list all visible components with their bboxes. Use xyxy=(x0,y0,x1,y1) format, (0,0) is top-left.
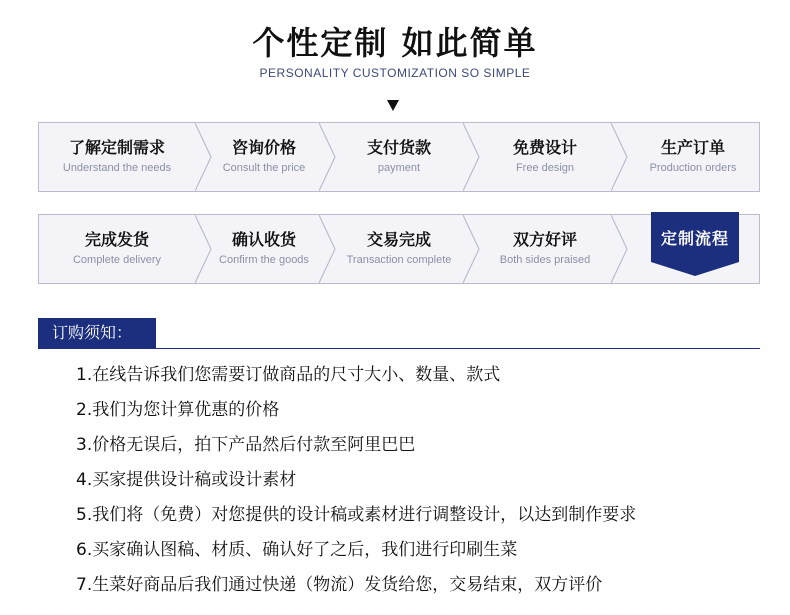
step-production-orders xyxy=(627,123,759,191)
step-transaction-complete xyxy=(335,215,463,283)
divider xyxy=(38,348,760,349)
step-understand-needs xyxy=(39,123,195,191)
list-item: 3.价格无误后，拍下产品然后付款至阿里巴巴 xyxy=(76,435,416,455)
step-subtitle: Understand the needs xyxy=(62,162,172,174)
step-subtitle: payment xyxy=(377,162,421,174)
page-title: 个性定制 如此简单 xyxy=(252,24,538,62)
step-complete-delivery xyxy=(39,215,195,283)
step-both-sides-praised xyxy=(479,215,611,283)
step-title: 完成发货 xyxy=(84,230,149,249)
list-item: 1.在线告诉我们您需要订做商品的尺寸大小、数量、款式 xyxy=(76,365,501,385)
step-title: 交易完成 xyxy=(366,230,431,249)
step-title: 支付货款 xyxy=(366,138,431,157)
step-subtitle: Free design xyxy=(515,162,575,174)
step-free-design xyxy=(479,123,611,191)
step-subtitle: Both sides praised xyxy=(499,254,591,266)
step-subtitle: Confirm the goods xyxy=(219,254,309,266)
step-subtitle: Production orders xyxy=(649,162,737,174)
list-item: 5.我们将（免费）对您提供的设计稿或素材进行调整设计，以达到制作要求 xyxy=(76,505,637,525)
step-subtitle: Transaction complete xyxy=(346,254,452,266)
list-item: 2.我们为您计算优惠的价格 xyxy=(76,400,280,420)
step-consult-price xyxy=(209,123,319,191)
order-notes-list xyxy=(76,362,636,607)
list-item: 6.买家确认图稿、材质、确认好了之后，我们进行印刷生菜 xyxy=(76,540,518,560)
list-item: 7.生菜好商品后我们通过快递（物流）发货给您，交易结束，双方评价 xyxy=(76,575,603,595)
step-title: 双方好评 xyxy=(512,230,577,249)
chevron-right-icon xyxy=(611,215,629,283)
step-title: 了解定制需求 xyxy=(68,138,165,157)
process-flow-badge xyxy=(651,212,739,276)
list-item: 4.买家提供设计稿或设计素材 xyxy=(76,470,297,490)
step-title: 确认收货 xyxy=(231,230,296,249)
step-title: 咨询价格 xyxy=(231,138,296,157)
arrow-down-icon xyxy=(387,100,399,111)
process-row-1 xyxy=(38,122,760,192)
step-title: 生产订单 xyxy=(660,138,725,157)
step-subtitle: Complete delivery xyxy=(72,254,162,266)
step-subtitle: Consult the price xyxy=(222,162,306,174)
notice-heading: 订购须知： xyxy=(38,318,156,348)
page-subtitle: PERSONALITY CUSTOMIZATION SO SIMPLE xyxy=(259,66,531,80)
badge-label: 定制流程 xyxy=(660,229,729,248)
step-title: 免费设计 xyxy=(512,138,577,157)
step-payment xyxy=(335,123,463,191)
step-confirm-goods xyxy=(209,215,319,283)
